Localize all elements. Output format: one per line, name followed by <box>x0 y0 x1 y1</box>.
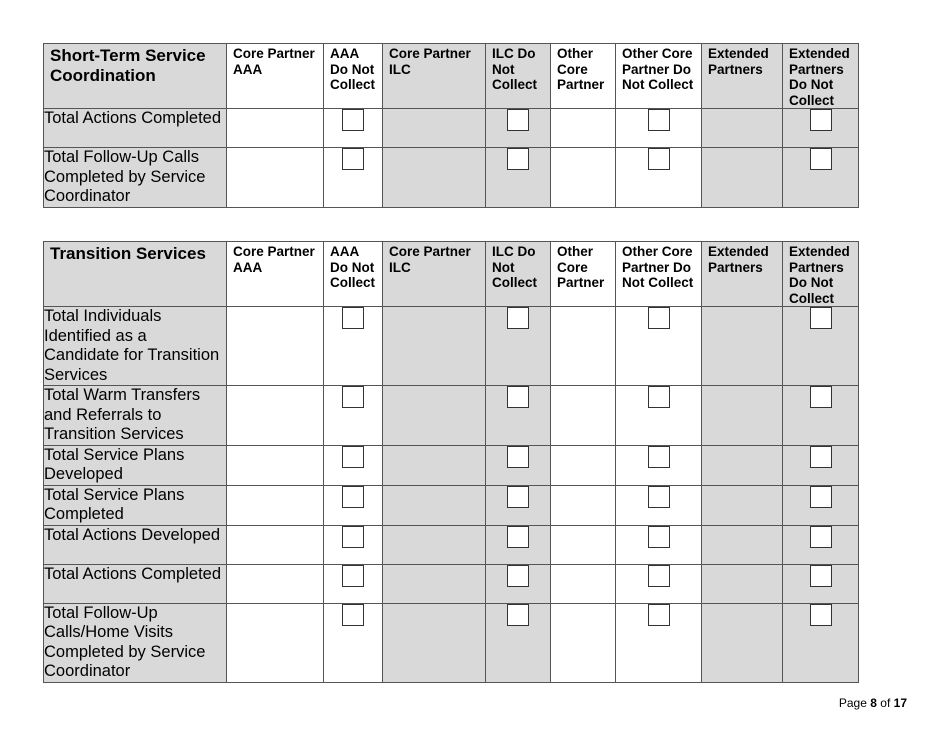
ilc-do-not-collect-checkbox[interactable] <box>507 307 529 329</box>
ilc-do-not-collect-checkbox[interactable] <box>507 148 529 170</box>
cell-core-partner-aaa <box>227 564 324 603</box>
aaa-do-not-collect-checkbox[interactable] <box>342 386 364 408</box>
cell-extended-partners-do-not-collect <box>783 564 859 603</box>
page-word: Page <box>838 696 867 710</box>
cell-core-partner-aaa <box>227 307 324 386</box>
ilc-do-not-collect-checkbox[interactable] <box>507 604 529 626</box>
cell-aaa-do-not-collect <box>324 485 383 525</box>
other-core-partner-do-not-collect-checkbox[interactable] <box>648 386 670 408</box>
cell-extended-partners <box>702 109 783 148</box>
cell-other-core-partner <box>551 148 616 208</box>
cell-ilc-do-not-collect <box>486 445 551 485</box>
extended-partners-do-not-collect-checkbox[interactable] <box>810 446 832 468</box>
aaa-do-not-collect-checkbox[interactable] <box>342 109 364 131</box>
cell-core-partner-ilc <box>383 485 486 525</box>
cell-core-partner-aaa <box>227 445 324 485</box>
row-label: Total Follow-Up Calls Completed by Service Coordinator <box>44 148 227 208</box>
cell-core-partner-ilc <box>383 307 486 386</box>
cell-core-partner-aaa <box>227 485 324 525</box>
col-other-core-partner: Other Core Partner <box>551 242 616 307</box>
cell-core-partner-ilc <box>383 109 486 148</box>
other-core-partner-do-not-collect-checkbox[interactable] <box>648 446 670 468</box>
cell-ilc-do-not-collect <box>486 603 551 682</box>
ilc-do-not-collect-checkbox[interactable] <box>507 565 529 587</box>
cell-ilc-do-not-collect <box>486 485 551 525</box>
cell-ilc-do-not-collect <box>486 109 551 148</box>
extended-partners-do-not-collect-checkbox[interactable] <box>810 604 832 626</box>
cell-other-core-partner-do-not-collect <box>616 445 702 485</box>
table-row <box>44 445 859 485</box>
cell-core-partner-aaa <box>227 525 324 564</box>
cell-other-core-partner <box>551 109 616 148</box>
col-extended-partners: Extended Partners <box>702 242 783 307</box>
table-row <box>44 564 859 603</box>
col-other-core-partner-do-not-collect: Other Core Partner Do Not Collect <box>616 44 702 109</box>
cell-ilc-do-not-collect <box>486 525 551 564</box>
cell-other-core-partner-do-not-collect <box>616 386 702 446</box>
ilc-do-not-collect-checkbox[interactable] <box>507 386 529 408</box>
table-row <box>44 109 859 148</box>
aaa-do-not-collect-checkbox[interactable] <box>342 486 364 508</box>
cell-other-core-partner-do-not-collect <box>616 485 702 525</box>
page-total: 17 <box>893 696 907 710</box>
extended-partners-do-not-collect-checkbox[interactable] <box>810 526 832 548</box>
table-title: Transition Services <box>44 242 227 307</box>
other-core-partner-do-not-collect-checkbox[interactable] <box>648 109 670 131</box>
cell-core-partner-aaa <box>227 109 324 148</box>
col-extended-partners-do-not-collect: Extended Partners Do Not Collect <box>783 44 859 109</box>
short-term-service-coordination-table <box>43 43 859 208</box>
col-core-partner-aaa: Core Partner AAA <box>227 44 324 109</box>
cell-other-core-partner-do-not-collect <box>616 109 702 148</box>
extended-partners-do-not-collect-checkbox[interactable] <box>810 386 832 408</box>
cell-core-partner-ilc <box>383 148 486 208</box>
ilc-do-not-collect-checkbox[interactable] <box>507 446 529 468</box>
cell-core-partner-aaa <box>227 603 324 682</box>
cell-extended-partners-do-not-collect <box>783 485 859 525</box>
cell-other-core-partner-do-not-collect <box>616 307 702 386</box>
table-row <box>44 386 859 446</box>
col-other-core-partner-do-not-collect: Other Core Partner Do Not Collect <box>616 242 702 307</box>
cell-aaa-do-not-collect <box>324 564 383 603</box>
cell-extended-partners-do-not-collect <box>783 386 859 446</box>
table-row <box>44 148 859 208</box>
cell-extended-partners-do-not-collect <box>783 307 859 386</box>
cell-other-core-partner <box>551 525 616 564</box>
other-core-partner-do-not-collect-checkbox[interactable] <box>648 148 670 170</box>
cell-other-core-partner <box>551 445 616 485</box>
page-number <box>839 696 907 710</box>
cell-ilc-do-not-collect <box>486 564 551 603</box>
cell-extended-partners <box>702 564 783 603</box>
aaa-do-not-collect-checkbox[interactable] <box>342 565 364 587</box>
cell-extended-partners-do-not-collect <box>783 109 859 148</box>
cell-extended-partners-do-not-collect <box>783 148 859 208</box>
col-core-partner-aaa: Core Partner AAA <box>227 242 324 307</box>
cell-extended-partners-do-not-collect <box>783 445 859 485</box>
cell-core-partner-ilc <box>383 564 486 603</box>
row-label: Total Actions Completed <box>44 109 227 148</box>
cell-other-core-partner <box>551 386 616 446</box>
cell-core-partner-ilc <box>383 525 486 564</box>
transition-services-table <box>43 241 859 683</box>
ilc-do-not-collect-checkbox[interactable] <box>507 109 529 131</box>
table-row <box>44 485 859 525</box>
other-core-partner-do-not-collect-checkbox[interactable] <box>648 526 670 548</box>
cell-aaa-do-not-collect <box>324 525 383 564</box>
cell-ilc-do-not-collect <box>486 386 551 446</box>
cell-aaa-do-not-collect <box>324 603 383 682</box>
row-label: Total Follow-Up Calls/Home Visits Completed by Service Coordinator <box>44 603 227 682</box>
page-current: 8 <box>870 696 877 710</box>
cell-extended-partners-do-not-collect <box>783 525 859 564</box>
table-row <box>44 307 859 386</box>
cell-extended-partners <box>702 485 783 525</box>
col-ilc-do-not-collect: ILC Do Not Collect <box>486 44 551 109</box>
cell-extended-partners <box>702 445 783 485</box>
cell-other-core-partner-do-not-collect <box>616 603 702 682</box>
col-core-partner-ilc: Core Partner ILC <box>383 44 486 109</box>
cell-aaa-do-not-collect <box>324 307 383 386</box>
aaa-do-not-collect-checkbox[interactable] <box>342 604 364 626</box>
row-label: Total Actions Developed <box>44 525 227 564</box>
extended-partners-do-not-collect-checkbox[interactable] <box>810 486 832 508</box>
col-extended-partners-do-not-collect: Extended Partners Do Not Collect <box>783 242 859 307</box>
cell-extended-partners-do-not-collect <box>783 603 859 682</box>
cell-aaa-do-not-collect <box>324 148 383 208</box>
cell-other-core-partner-do-not-collect <box>616 148 702 208</box>
cell-core-partner-aaa <box>227 386 324 446</box>
other-core-partner-do-not-collect-checkbox[interactable] <box>648 307 670 329</box>
table-header-row <box>44 242 859 307</box>
col-aaa-do-not-collect: AAA Do Not Collect <box>324 44 383 109</box>
cell-extended-partners <box>702 603 783 682</box>
aaa-do-not-collect-checkbox[interactable] <box>342 526 364 548</box>
cell-aaa-do-not-collect <box>324 445 383 485</box>
extended-partners-do-not-collect-checkbox[interactable] <box>810 109 832 131</box>
extended-partners-do-not-collect-checkbox[interactable] <box>810 307 832 329</box>
table-row <box>44 603 859 682</box>
cell-other-core-partner <box>551 603 616 682</box>
cell-other-core-partner-do-not-collect <box>616 564 702 603</box>
cell-other-core-partner <box>551 564 616 603</box>
row-label: Total Actions Completed <box>44 564 227 603</box>
ilc-do-not-collect-checkbox[interactable] <box>507 486 529 508</box>
cell-core-partner-ilc <box>383 445 486 485</box>
cell-extended-partners <box>702 307 783 386</box>
ilc-do-not-collect-checkbox[interactable] <box>507 526 529 548</box>
col-core-partner-ilc: Core Partner ILC <box>383 242 486 307</box>
cell-extended-partners <box>702 148 783 208</box>
cell-core-partner-ilc <box>383 386 486 446</box>
aaa-do-not-collect-checkbox[interactable] <box>342 148 364 170</box>
table-row <box>44 525 859 564</box>
col-extended-partners: Extended Partners <box>702 44 783 109</box>
table-title: Short-Term Service Coordination <box>44 44 227 109</box>
cell-core-partner-aaa <box>227 148 324 208</box>
col-other-core-partner: Other Core Partner <box>551 44 616 109</box>
aaa-do-not-collect-checkbox[interactable] <box>342 446 364 468</box>
cell-aaa-do-not-collect <box>324 109 383 148</box>
row-label: Total Service Plans Developed <box>44 445 227 485</box>
row-label: Total Individuals Identified as a Candidate for Transition Services <box>44 307 227 386</box>
cell-ilc-do-not-collect <box>486 307 551 386</box>
col-aaa-do-not-collect: AAA Do Not Collect <box>324 242 383 307</box>
row-label: Total Warm Transfers and Referrals to Transition Services <box>44 386 227 446</box>
cell-other-core-partner-do-not-collect <box>616 525 702 564</box>
other-core-partner-do-not-collect-checkbox[interactable] <box>648 604 670 626</box>
page-of: of <box>880 696 891 710</box>
cell-other-core-partner <box>551 307 616 386</box>
cell-extended-partners <box>702 525 783 564</box>
extended-partners-do-not-collect-checkbox[interactable] <box>810 565 832 587</box>
other-core-partner-do-not-collect-checkbox[interactable] <box>648 486 670 508</box>
cell-ilc-do-not-collect <box>486 148 551 208</box>
row-label: Total Service Plans Completed <box>44 485 227 525</box>
col-ilc-do-not-collect: ILC Do Not Collect <box>486 242 551 307</box>
cell-other-core-partner <box>551 485 616 525</box>
aaa-do-not-collect-checkbox[interactable] <box>342 307 364 329</box>
other-core-partner-do-not-collect-checkbox[interactable] <box>648 565 670 587</box>
cell-extended-partners <box>702 386 783 446</box>
extended-partners-do-not-collect-checkbox[interactable] <box>810 148 832 170</box>
cell-core-partner-ilc <box>383 603 486 682</box>
cell-aaa-do-not-collect <box>324 386 383 446</box>
table-header-row <box>44 44 859 109</box>
